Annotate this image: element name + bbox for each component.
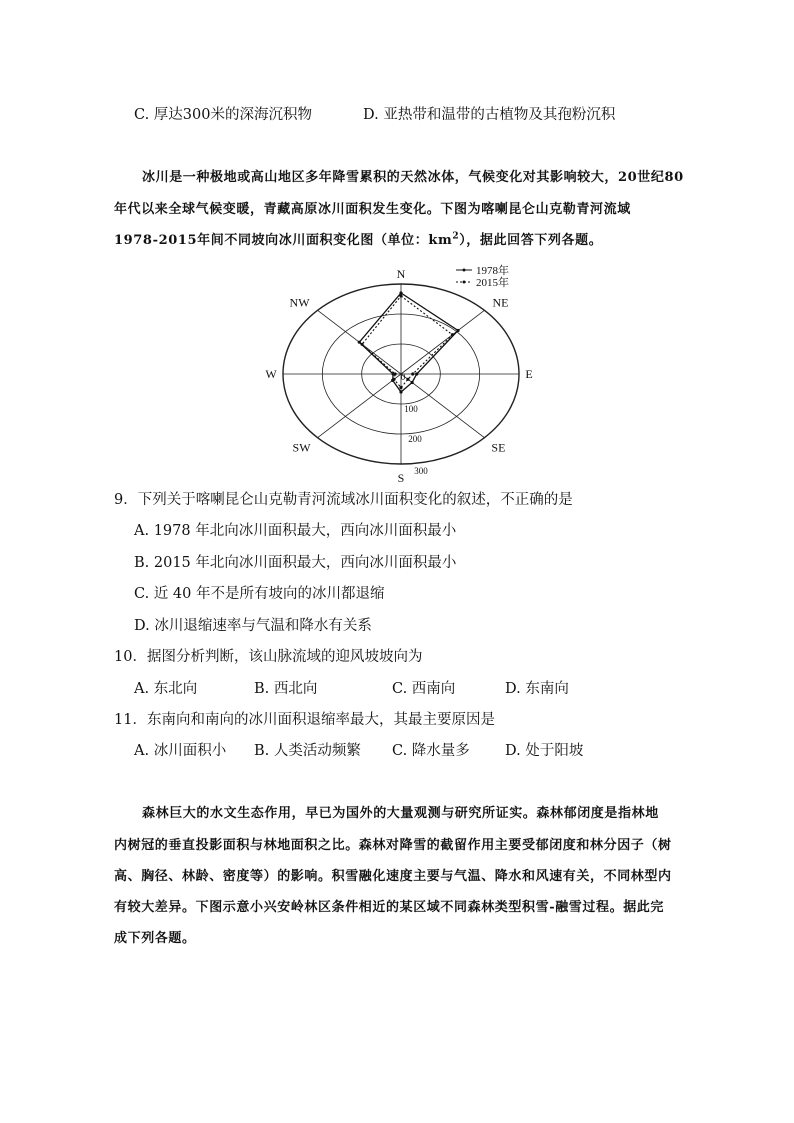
- series-0-point-se: [411, 381, 414, 384]
- passage2-line5: 成下列各题。: [114, 931, 196, 946]
- legend-label-1: 2015年: [476, 277, 509, 289]
- series-0-point-n: [399, 291, 402, 294]
- q9-option-b: B. 2015 年北向冰川面积最大，西向冰川面积最小: [134, 555, 457, 571]
- series-1-point-e: [411, 372, 414, 375]
- legend-marker-0: [463, 269, 466, 272]
- series-1-point-nw: [360, 343, 363, 346]
- passage1-line3: [114, 229, 602, 248]
- series-0-point-s: [399, 390, 402, 393]
- direction-label-ne: NE: [492, 295, 509, 310]
- passage1-line3-post: ），据此回答下列各题。: [459, 233, 603, 248]
- q10-option-c: C. 西南向: [392, 681, 456, 697]
- option-d-top: D. 亚热带和温带的古植物及其孢粉沉积: [363, 107, 616, 123]
- direction-label-e: E: [525, 367, 533, 381]
- legend-marker-1: [463, 281, 466, 284]
- q10-option-b: B. 西北向: [254, 681, 318, 697]
- series-1-point-s: [399, 386, 402, 389]
- radar-chart: [260, 262, 540, 485]
- ring-label-300: 300: [414, 466, 428, 476]
- direction-label-se: SE: [491, 440, 506, 455]
- series-0-line: [359, 293, 458, 392]
- ring-label-100: 100: [404, 404, 418, 414]
- passage1-line1: 冰川是一种极地或高山地区多年降雪累积的天然冰体，气候变化对其影响较大，20世纪80: [142, 170, 684, 185]
- series-0-point-ne: [456, 329, 459, 332]
- q10-option-d: D. 东南向: [505, 681, 569, 697]
- passage1-line3-pre: 1978-2015年间不同坡向冰川面积变化图（单位：km: [114, 233, 453, 248]
- passage2-line2: 内树冠的垂直投影面积与林地面积之比。森林对降雪的截留作用主要受郁闭度和林分因子（树: [114, 838, 672, 853]
- q11-option-b: B. 人类活动频繁: [254, 743, 361, 759]
- direction-label-n: N: [396, 267, 406, 281]
- chart-series: [358, 291, 460, 393]
- q10-stem: 10．据图分析判断，该山脉流域的迎风坡坡向为: [114, 649, 423, 665]
- legend-label-0: 1978年: [476, 265, 509, 277]
- ring-label-0: 0: [400, 372, 406, 382]
- direction-label-w: W: [265, 367, 277, 381]
- direction-label-sw: SW: [292, 440, 311, 455]
- q11-option-d: D. 处于阳坡: [505, 743, 584, 759]
- series-1-point-w: [394, 372, 397, 375]
- series-1-point-ne: [451, 333, 454, 336]
- series-1-point-sw: [392, 378, 395, 381]
- ring-label-200: 200: [408, 434, 422, 444]
- passage2-line3: 高、胸径、林龄、密度等）的影响。积雪融化速度主要与气温、降水和风速有关，不同林型内: [114, 869, 672, 884]
- q11-stem: 11．东南向和南向的冰川面积退缩率最大，其最主要原因是: [114, 712, 495, 728]
- q9-option-a: A. 1978 年北向冰川面积最大，西向冰川面积最小: [134, 523, 457, 539]
- series-1-point-n: [399, 294, 402, 297]
- direction-label-s: S: [397, 471, 405, 485]
- series-1-point-se: [406, 378, 409, 381]
- passage1-line3-sup: 2: [452, 231, 460, 242]
- direction-label-nw: NW: [289, 295, 310, 310]
- q11-option-c: C. 降水量多: [392, 743, 470, 759]
- series-0-point-e: [415, 372, 418, 375]
- q9-option-d: D. 冰川退缩速率与气温和降水有关系: [134, 618, 372, 634]
- passage1-line2: 年代以来全球气候变暖，青藏高原冰川面积发生变化。下图为喀喇昆仑山克勒青河流域: [114, 202, 631, 217]
- passage2-line1: 森林巨大的水文生态作用，早已为国外的大量观测与研究所证实。森林郁闭度是指林地: [142, 806, 659, 821]
- q9-option-c: C. 近 40 年不是所有坡向的冰川都退缩: [134, 586, 385, 602]
- q10-option-a: A. 东北向: [134, 681, 198, 697]
- q11-option-a: A. 冰川面积小: [134, 743, 227, 759]
- passage2-line4: 有较大差异。下图示意小兴安岭林区条件相近的某区域不同森林类型积雪-融雪过程。据此完: [114, 900, 664, 915]
- option-c-top: C. 厚达300米的深海沉积物: [134, 107, 312, 123]
- spoke-sw: [318, 374, 401, 438]
- series-0-point-nw: [358, 341, 361, 344]
- q9-stem: 9．下列关于喀喇昆仑山克勒青河流域冰川面积变化的叙述，不正确的是: [114, 492, 573, 508]
